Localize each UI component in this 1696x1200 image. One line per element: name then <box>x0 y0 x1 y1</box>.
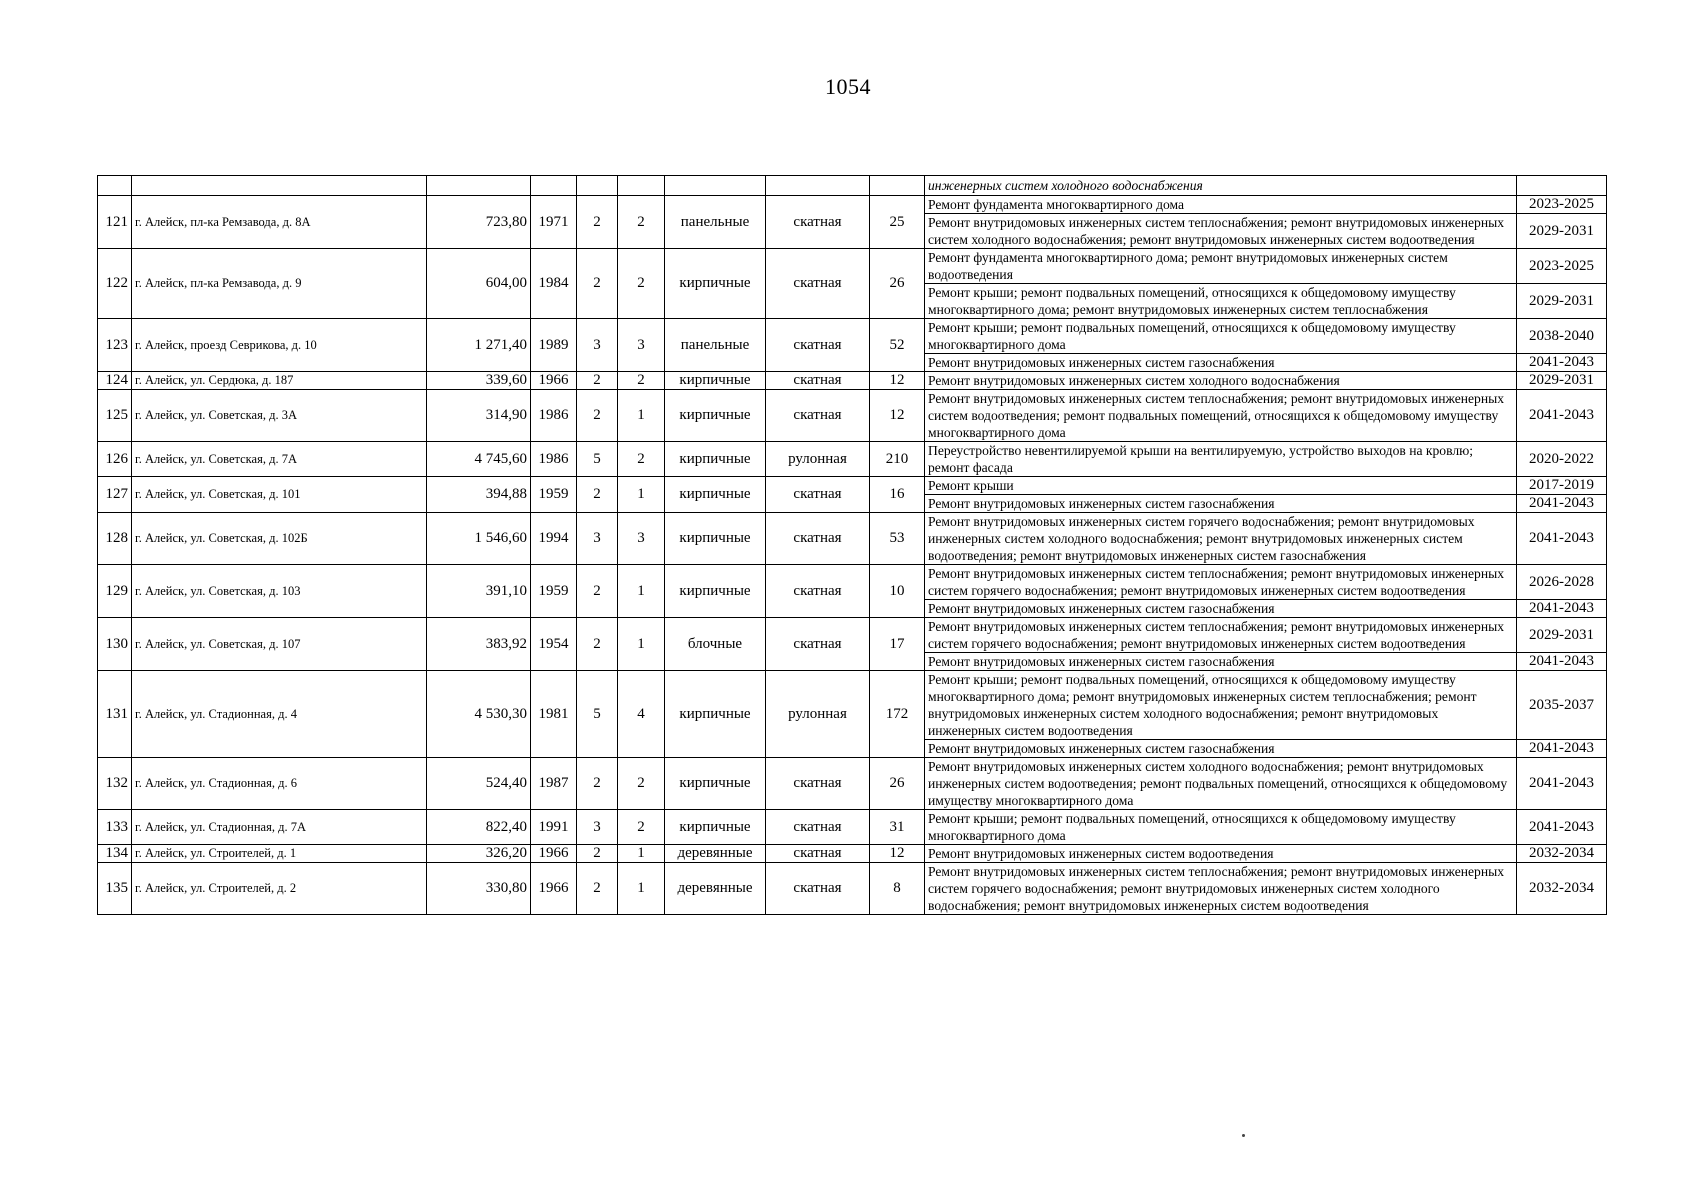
cell-year: 1987 <box>531 758 577 810</box>
cell-address: г. Алейск, ул. Советская, д. 107 <box>132 618 427 671</box>
cell-entrances: 3 <box>618 513 665 565</box>
cell-entrances: 3 <box>618 319 665 372</box>
cell-work-continuation: инженерных систем холодного водоснабжения <box>925 176 1517 196</box>
cell-work: Ремонт крыши <box>925 477 1517 495</box>
cell-work: Ремонт внутридомовых инженерных систем теплоснабжения; ремонт внутридомовых инженерных систем горячего водоснабжения; ремонт внутридомовых инженерных систем холодного водоснабжения; ремонт внутридомовых инженерных систем водоотведения <box>925 863 1517 915</box>
cell-work: Переустройство невентилируемой крыши на вентилируемую, устройство выходов на кровлю; ремонт фасада <box>925 442 1517 477</box>
cell-period: 2041-2043 <box>1517 758 1607 810</box>
cell-num: 126 <box>98 442 132 477</box>
cell-floors <box>577 176 618 196</box>
cell-year: 1989 <box>531 319 577 372</box>
cell-floors: 2 <box>577 372 618 390</box>
cell-roof: рулонная <box>766 442 870 477</box>
cell-year: 1981 <box>531 671 577 758</box>
cell-apartments <box>870 176 925 196</box>
cell-period: 2023-2025 <box>1517 249 1607 284</box>
cell-floors: 3 <box>577 810 618 845</box>
cell-year: 1966 <box>531 845 577 863</box>
cell-work: Ремонт внутридомовых инженерных систем водоотведения <box>925 845 1517 863</box>
cell-apartments: 12 <box>870 390 925 442</box>
cell-work: Ремонт внутридомовых инженерных систем газоснабжения <box>925 354 1517 372</box>
cell-address: г. Алейск, ул. Советская, д. 101 <box>132 477 427 513</box>
cell-num: 125 <box>98 390 132 442</box>
cell-apartments: 17 <box>870 618 925 671</box>
cell-num: 124 <box>98 372 132 390</box>
table-row <box>98 513 1607 565</box>
table-row <box>98 758 1607 810</box>
cell-roof: скатная <box>766 810 870 845</box>
cell-apartments: 52 <box>870 319 925 372</box>
page-number: 1054 <box>825 74 871 99</box>
cell-work: Ремонт внутридомовых инженерных систем газоснабжения <box>925 600 1517 618</box>
cell-address: г. Алейск, пл-ка Ремзавода, д. 8А <box>132 196 427 249</box>
cell-roof: скатная <box>766 249 870 319</box>
cell-work: Ремонт внутридомовых инженерных систем газоснабжения <box>925 653 1517 671</box>
cell-area: 1 271,40 <box>427 319 531 372</box>
cell-num: 133 <box>98 810 132 845</box>
cell-roof: рулонная <box>766 671 870 758</box>
scan-speck <box>1242 1134 1245 1137</box>
cell-address: г. Алейск, ул. Строителей, д. 1 <box>132 845 427 863</box>
cell-roof <box>766 176 870 196</box>
cell-address <box>132 176 427 196</box>
housing-repair-table <box>97 175 1607 915</box>
cell-num: 129 <box>98 565 132 618</box>
cell-period <box>1517 176 1607 196</box>
cell-roof: скатная <box>766 513 870 565</box>
cell-roof: скатная <box>766 372 870 390</box>
cell-apartments: 12 <box>870 845 925 863</box>
cell-work: Ремонт внутридомовых инженерных систем теплоснабжения; ремонт внутридомовых инженерных систем горячего водоснабжения; ремонт внутридомовых инженерных систем водоотведения <box>925 618 1517 653</box>
cell-work: Ремонт фундамента многоквартирного дома <box>925 196 1517 214</box>
table-row <box>98 671 1607 740</box>
cell-area: 326,20 <box>427 845 531 863</box>
cell-floors: 3 <box>577 513 618 565</box>
cell-entrances: 2 <box>618 372 665 390</box>
cell-period: 2041-2043 <box>1517 390 1607 442</box>
cell-period: 2017-2019 <box>1517 477 1607 495</box>
table-row <box>98 196 1607 214</box>
cell-period: 2032-2034 <box>1517 845 1607 863</box>
cell-entrances: 1 <box>618 477 665 513</box>
cell-address: г. Алейск, ул. Советская, д. 102Б <box>132 513 427 565</box>
cell-work: Ремонт внутридомовых инженерных систем теплоснабжения; ремонт внутридомовых инженерных систем водоотведения; ремонт подвальных помещений, относящихся к общедомовому имуществу многоквартирного дома <box>925 390 1517 442</box>
cell-year: 1991 <box>531 810 577 845</box>
cell-address: г. Алейск, ул. Стадионная, д. 7А <box>132 810 427 845</box>
cell-address: г. Алейск, ул. Сердюка, д. 187 <box>132 372 427 390</box>
cell-work: Ремонт внутридомовых инженерных систем горячего водоснабжения; ремонт внутридомовых инженерных систем холодного водоснабжения; ремонт внутридомовых инженерных систем водоотведения; ремонт внутридомовых инженерных систем газоснабжения <box>925 513 1517 565</box>
cell-floors: 2 <box>577 618 618 671</box>
cell-floors: 2 <box>577 196 618 249</box>
cell-work: Ремонт крыши; ремонт подвальных помещений, относящихся к общедомовому имуществу многоквартирного дома; ремонт внутридомовых инженерных систем теплоснабжения <box>925 284 1517 319</box>
cell-entrances: 2 <box>618 442 665 477</box>
cell-num: 130 <box>98 618 132 671</box>
cell-entrances <box>618 176 665 196</box>
cell-apartments: 210 <box>870 442 925 477</box>
table-row <box>98 249 1607 284</box>
cell-area: 524,40 <box>427 758 531 810</box>
cell-floors: 2 <box>577 845 618 863</box>
cell-floors: 2 <box>577 390 618 442</box>
cell-year: 1984 <box>531 249 577 319</box>
cell-period: 2029-2031 <box>1517 618 1607 653</box>
cell-roof: скатная <box>766 477 870 513</box>
cell-work: Ремонт крыши; ремонт подвальных помещений, относящихся к общедомовому имуществу многоквартирного дома; ремонт внутридомовых инженерных систем теплоснабжения; ремонт внутридомовых инженерных систем холодного водоснабжения; ремонт внутридомовых инженерных систем водоотведения <box>925 671 1517 740</box>
cell-area: 391,10 <box>427 565 531 618</box>
cell-period: 2038-2040 <box>1517 319 1607 354</box>
cell-apartments: 10 <box>870 565 925 618</box>
cell-period: 2029-2031 <box>1517 284 1607 319</box>
cell-walls: кирпичные <box>665 810 766 845</box>
cell-apartments: 16 <box>870 477 925 513</box>
cell-walls: деревянные <box>665 863 766 915</box>
cell-entrances: 4 <box>618 671 665 758</box>
table-row <box>98 618 1607 653</box>
table-row <box>98 319 1607 354</box>
cell-apartments: 26 <box>870 758 925 810</box>
cell-apartments: 26 <box>870 249 925 319</box>
cell-roof: скатная <box>766 618 870 671</box>
cell-roof: скатная <box>766 319 870 372</box>
cell-walls: кирпичные <box>665 390 766 442</box>
cell-floors: 2 <box>577 477 618 513</box>
cell-area: 604,00 <box>427 249 531 319</box>
cell-year: 1994 <box>531 513 577 565</box>
table-row <box>98 845 1607 863</box>
cell-walls: кирпичные <box>665 442 766 477</box>
table-row <box>98 372 1607 390</box>
cell-num: 135 <box>98 863 132 915</box>
cell-apartments: 25 <box>870 196 925 249</box>
table-row <box>98 863 1607 915</box>
cell-work: Ремонт внутридомовых инженерных систем теплоснабжения; ремонт внутридомовых инженерных систем горячего водоснабжения; ремонт внутридомовых инженерных систем водоотведения <box>925 565 1517 600</box>
cell-work: Ремонт внутридомовых инженерных систем теплоснабжения; ремонт внутридомовых инженерных систем холодного водоснабжения; ремонт внутридомовых инженерных систем водоотведения <box>925 214 1517 249</box>
continuation-row <box>98 176 1607 196</box>
cell-area: 339,60 <box>427 372 531 390</box>
cell-apartments: 53 <box>870 513 925 565</box>
cell-period: 2041-2043 <box>1517 653 1607 671</box>
cell-period: 2032-2034 <box>1517 863 1607 915</box>
cell-floors: 2 <box>577 758 618 810</box>
cell-period: 2041-2043 <box>1517 354 1607 372</box>
cell-work: Ремонт внутридомовых инженерных систем холодного водоснабжения <box>925 372 1517 390</box>
cell-walls: кирпичные <box>665 249 766 319</box>
cell-area: 394,88 <box>427 477 531 513</box>
cell-year: 1954 <box>531 618 577 671</box>
cell-roof: скатная <box>766 863 870 915</box>
cell-walls: кирпичные <box>665 671 766 758</box>
cell-area: 4 745,60 <box>427 442 531 477</box>
cell-period: 2041-2043 <box>1517 740 1607 758</box>
cell-area: 723,80 <box>427 196 531 249</box>
cell-address: г. Алейск, пл-ка Ремзавода, д. 9 <box>132 249 427 319</box>
cell-year: 1966 <box>531 372 577 390</box>
cell-year: 1959 <box>531 477 577 513</box>
cell-period: 2041-2043 <box>1517 495 1607 513</box>
cell-address: г. Алейск, ул. Стадионная, д. 6 <box>132 758 427 810</box>
cell-address: г. Алейск, ул. Советская, д. 3А <box>132 390 427 442</box>
cell-apartments: 31 <box>870 810 925 845</box>
cell-entrances: 1 <box>618 565 665 618</box>
table-row <box>98 442 1607 477</box>
cell-entrances: 1 <box>618 390 665 442</box>
cell-area: 1 546,60 <box>427 513 531 565</box>
cell-entrances: 2 <box>618 249 665 319</box>
cell-year: 1986 <box>531 390 577 442</box>
table-row <box>98 565 1607 600</box>
cell-area: 330,80 <box>427 863 531 915</box>
cell-num: 127 <box>98 477 132 513</box>
cell-floors: 5 <box>577 671 618 758</box>
cell-work: Ремонт крыши; ремонт подвальных помещений, относящихся к общедомовому имуществу многоквартирного дома <box>925 810 1517 845</box>
cell-address: г. Алейск, ул. Стадионная, д. 4 <box>132 671 427 758</box>
cell-walls: кирпичные <box>665 513 766 565</box>
cell-roof: скатная <box>766 565 870 618</box>
cell-area: 314,90 <box>427 390 531 442</box>
cell-num: 132 <box>98 758 132 810</box>
cell-walls: блочные <box>665 618 766 671</box>
cell-walls: панельные <box>665 319 766 372</box>
table-row <box>98 477 1607 495</box>
cell-year: 1971 <box>531 196 577 249</box>
cell-work: Ремонт внутридомовых инженерных систем холодного водоснабжения; ремонт внутридомовых инженерных систем водоотведения; ремонт подвальных помещений, относящихся к общедомовому имуществу многоквартирного дома <box>925 758 1517 810</box>
cell-roof: скатная <box>766 390 870 442</box>
cell-entrances: 1 <box>618 863 665 915</box>
cell-period: 2026-2028 <box>1517 565 1607 600</box>
cell-period: 2029-2031 <box>1517 214 1607 249</box>
cell-period: 2035-2037 <box>1517 671 1607 740</box>
cell-num: 122 <box>98 249 132 319</box>
cell-floors: 3 <box>577 319 618 372</box>
cell-apartments: 8 <box>870 863 925 915</box>
cell-apartments: 172 <box>870 671 925 758</box>
cell-entrances: 2 <box>618 758 665 810</box>
cell-num: 121 <box>98 196 132 249</box>
cell-period: 2029-2031 <box>1517 372 1607 390</box>
table-row <box>98 810 1607 845</box>
cell-floors: 2 <box>577 863 618 915</box>
cell-address: г. Алейск, проезд Севрикова, д. 10 <box>132 319 427 372</box>
cell-work: Ремонт крыши; ремонт подвальных помещений, относящихся к общедомовому имуществу многоквартирного дома <box>925 319 1517 354</box>
cell-entrances: 2 <box>618 810 665 845</box>
cell-walls: панельные <box>665 196 766 249</box>
cell-work: Ремонт внутридомовых инженерных систем газоснабжения <box>925 495 1517 513</box>
cell-work: Ремонт фундамента многоквартирного дома; ремонт внутридомовых инженерных систем водоотведения <box>925 249 1517 284</box>
cell-num: 134 <box>98 845 132 863</box>
cell-address: г. Алейск, ул. Строителей, д. 2 <box>132 863 427 915</box>
cell-work: Ремонт внутридомовых инженерных систем газоснабжения <box>925 740 1517 758</box>
cell-roof: скатная <box>766 758 870 810</box>
cell-area: 4 530,30 <box>427 671 531 758</box>
cell-num: 123 <box>98 319 132 372</box>
table-row <box>98 390 1607 442</box>
cell-year: 1966 <box>531 863 577 915</box>
cell-period: 2023-2025 <box>1517 196 1607 214</box>
cell-period: 2041-2043 <box>1517 810 1607 845</box>
cell-entrances: 1 <box>618 845 665 863</box>
cell-year <box>531 176 577 196</box>
cell-entrances: 1 <box>618 618 665 671</box>
cell-floors: 2 <box>577 249 618 319</box>
cell-year: 1986 <box>531 442 577 477</box>
cell-entrances: 2 <box>618 196 665 249</box>
cell-address: г. Алейск, ул. Советская, д. 7А <box>132 442 427 477</box>
cell-period: 2041-2043 <box>1517 513 1607 565</box>
cell-address: г. Алейск, ул. Советская, д. 103 <box>132 565 427 618</box>
cell-floors: 2 <box>577 565 618 618</box>
cell-walls <box>665 176 766 196</box>
cell-area: 822,40 <box>427 810 531 845</box>
cell-roof: скатная <box>766 845 870 863</box>
cell-area: 383,92 <box>427 618 531 671</box>
cell-period: 2041-2043 <box>1517 600 1607 618</box>
cell-walls: кирпичные <box>665 565 766 618</box>
cell-area <box>427 176 531 196</box>
cell-num: 131 <box>98 671 132 758</box>
cell-num: 128 <box>98 513 132 565</box>
cell-year: 1959 <box>531 565 577 618</box>
cell-walls: кирпичные <box>665 372 766 390</box>
cell-walls: деревянные <box>665 845 766 863</box>
cell-apartments: 12 <box>870 372 925 390</box>
table-body <box>98 176 1607 915</box>
cell-period: 2020-2022 <box>1517 442 1607 477</box>
cell-walls: кирпичные <box>665 758 766 810</box>
cell-roof: скатная <box>766 196 870 249</box>
cell-walls: кирпичные <box>665 477 766 513</box>
cell-floors: 5 <box>577 442 618 477</box>
cell-num <box>98 176 132 196</box>
